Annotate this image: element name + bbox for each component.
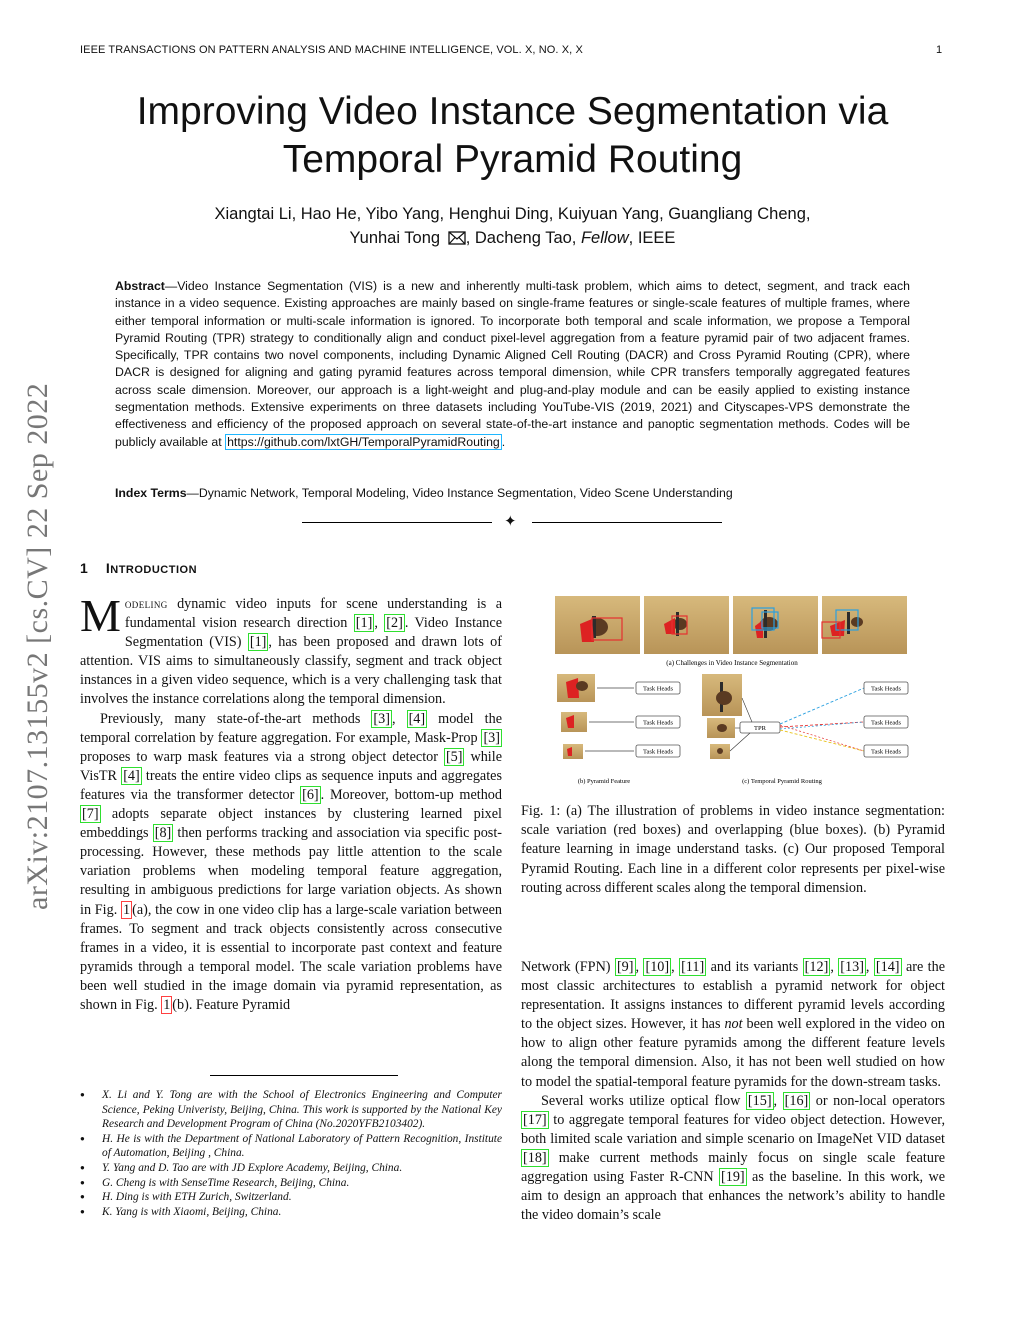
text-run: adopts separate object instances by clustering learned pixel embeddings xyxy=(80,806,502,842)
citation[interactable]: [2] xyxy=(386,615,403,632)
citation[interactable]: [19] xyxy=(721,1169,745,1186)
index-terms-text: —Dynamic Network, Temporal Modeling, Video Instance Segmentation, Video Scene Understanding xyxy=(186,486,733,500)
citation[interactable]: [17] xyxy=(523,1111,547,1128)
footnote-item: ● H. He is with the Department of National Laboratory of Pattern Recognition, Institute of Automation, Beijing , China. xyxy=(80,1132,502,1161)
authors-line-2-end: , IEEE xyxy=(628,229,676,247)
abstract-end: . xyxy=(501,434,506,449)
text-run: , xyxy=(374,615,385,632)
text-run: make current methods mainly focus on single scale feature aggregation using Faster R-CNN xyxy=(521,1149,945,1186)
figure-1-caption: Fig. 1: (a) The illustration of problems in video instance segmentation: scale variation (red boxes) and overlapping (blue boxes). (b) Pyramid feature learning in image understand tasks. (c) Our proposed Temporal Pyramid Routing. Each line in a different color represents per pixel-wise routing across different scales along the temporal dimension. xyxy=(521,803,945,896)
citation[interactable]: [6] xyxy=(302,786,319,803)
text-run: as the baseline. In this work, we aim to design an approach that enhances the network’s ability to handle the video domain’s scale xyxy=(521,1169,945,1224)
abstract xyxy=(115,278,910,451)
text-run: , xyxy=(830,959,839,975)
video-frames-row xyxy=(555,596,907,654)
text-run: proposes to warp mask features via a strong object detector xyxy=(80,748,444,765)
text-run: (b). Feature Pyramid xyxy=(172,996,291,1013)
arxiv-stamp: arXiv:2107.13155v2 [cs.CV] 22 Sep 2022 xyxy=(21,382,54,910)
text-run: Previously, many state-of-the-art methods xyxy=(100,710,372,727)
footnotes xyxy=(80,1088,502,1219)
citation[interactable]: [1] xyxy=(249,634,267,651)
right-paragraph-2 xyxy=(521,1092,945,1226)
footnote-rule xyxy=(210,1075,398,1076)
figure-ref[interactable]: 1 xyxy=(163,996,171,1013)
text-run: while VisTR xyxy=(80,748,502,784)
citation[interactable]: [12] xyxy=(804,959,829,975)
citation[interactable]: [8] xyxy=(154,825,172,842)
divider-right xyxy=(532,522,722,523)
temporal-pyramid-routing-panel xyxy=(702,674,908,759)
right-column xyxy=(521,958,945,1225)
abstract-label: Abstract xyxy=(115,279,165,293)
citation[interactable]: [1] xyxy=(355,615,373,632)
citation[interactable]: [7] xyxy=(82,806,99,823)
footnote-item: ● G. Cheng is with SenseTime Research, Beijing, China. xyxy=(80,1176,502,1191)
task-heads-label: Task Heads xyxy=(642,719,674,727)
author-tong: Yunhai Tong xyxy=(349,229,441,247)
authors-line-2-mid: , Dacheng Tao, xyxy=(465,229,581,247)
intro-paragraph-1 xyxy=(80,590,503,710)
footnote-item: ● Y. Yang and D. Tao are with JD Explore Academy, Beijing, China. xyxy=(80,1161,502,1176)
text-run: are the most classic architectures to establish a pyramid network for object representation. It assigns instances to different pyramid levels according to the object sizes. However, it has xyxy=(521,959,946,1033)
citation[interactable]: [4] xyxy=(408,710,426,727)
section-number: 1 xyxy=(80,560,89,576)
right-paragraph-1 xyxy=(521,958,945,1092)
tpr-label: TPR xyxy=(754,725,766,732)
emphasis: not xyxy=(724,1016,743,1033)
index-terms xyxy=(115,486,910,500)
text-run: , xyxy=(391,710,407,727)
divider-diamond-icon: ✦ xyxy=(504,514,517,530)
drop-cap-rest: odeling xyxy=(124,596,168,611)
task-heads-label: Task Heads xyxy=(870,719,902,727)
text-run: then performs tracking and association via specific post-processing. However, these methods pay little attention to the scale variation problems when modeling temporal feature aggregation, resulting in ambiguous predictions for large variation objects. As shown in Fig. xyxy=(80,825,502,918)
citation[interactable]: [10] xyxy=(645,959,670,975)
text-run: . Video Instance Segmentation (VIS) xyxy=(124,615,502,651)
text-run: . Moreover, bottom-up method xyxy=(320,786,502,803)
citation[interactable]: [9] xyxy=(616,959,634,975)
paper-title xyxy=(80,88,945,184)
figure-1 xyxy=(552,594,912,789)
code-link[interactable]: https://github.com/lxtGH/TemporalPyramidRouting xyxy=(227,434,500,449)
drop-cap: M xyxy=(80,590,121,641)
fellow-text: Fellow xyxy=(580,229,629,247)
index-terms-label: Index Terms xyxy=(115,486,187,500)
section-title-first: I xyxy=(105,560,111,576)
text-run: been well explored in the video on how to align other feature pyramids among the different feature levels along the temporal dimension. Also, it has not been well studied on how to model the spatial-temporal feature pyramids for the down-stream tasks. xyxy=(521,1016,945,1090)
citation[interactable]: [16] xyxy=(784,1092,809,1109)
citation[interactable]: [3] xyxy=(483,729,500,746)
text-run: to aggregate temporal features for video object detection. However, both limited scale variation and simple scenario on ImageNet VID dataset xyxy=(521,1111,945,1147)
text-run: treats the entire video clips as sequence inputs and aggregates features via the transformer detector xyxy=(80,767,502,803)
citation[interactable]: [5] xyxy=(445,748,463,765)
figure-label-b: (b) Pyramid Feature xyxy=(577,778,631,785)
abstract-text: —Video Instance Segmentation (VIS) is a new and inherently multi-task problem, which aims to detect, segment, and track each instance in a video sequence. Existing approaches are mainly based on single-frame features or single-scale features of multiple frames, where either temporal information or multi-scale information is ignored. To incorporate both temporal and scale information, we propose a Temporal Pyramid Routing (TPR) strategy to conditionally align and conduct pixel-level aggregation from a feature pyramid pair of two adjacent frames. Specifically, TPR contains two novel components, including Dynamic Aligned Cell Routing (DACR) and Cross Pyramid Routing (CPR), where DACR is designed for aligning and gating pyramid features across temporal dimension, while CPR transfers temporally aggregated features across scale dimension. Moreover, our approach is a light-weight and plug-and-play module and can be easily applied to existing instance segmentation methods. Extensive experiments on three datasets including YouTube-VIS (2019, 2021) and Cityscapes-VPS demonstrate the effectiveness and efficiency of the proposed approach on several state-of-the-art instance and panoptic segmentation methods. Codes will be publicly available at xyxy=(115,279,910,449)
citation[interactable]: [14] xyxy=(875,959,900,975)
running-header: IEEE TRANSACTIONS ON PATTERN ANALYSIS AND MACHINE INTELLIGENCE, VOL. X, NO. X, X xyxy=(80,44,583,56)
citation[interactable]: [13] xyxy=(840,959,864,975)
page-number: 1 xyxy=(936,44,943,56)
pyramid-feature-panel xyxy=(557,674,680,759)
figure-label-a: (a) Challenges in Video Instance Segmentation xyxy=(666,659,798,667)
divider-left xyxy=(302,522,492,523)
citation[interactable]: [4] xyxy=(123,767,140,784)
section-heading xyxy=(80,560,197,576)
task-heads-label: Task Heads xyxy=(870,748,902,756)
text-run: Several works utilize optical flow xyxy=(541,1092,746,1109)
citation[interactable]: [11] xyxy=(681,959,705,975)
text-run: , has been proposed and drawn lots of attention. VIS aims to simultaneously classify, segment and track object instances in a given video sequence, which is a very challenging task that involves the instance correlations along the temporal dimension. xyxy=(80,634,503,708)
figure-ref[interactable]: 1 xyxy=(123,901,131,918)
footnote-item: ● K. Yang is with Xiaomi, Beijing, China. xyxy=(80,1205,502,1220)
citation[interactable]: [18] xyxy=(523,1149,547,1166)
figure-label-c: (c) Temporal Pyramid Routing xyxy=(742,778,822,785)
footnote-item: ● H. Ding is with ETH Zurich, Switzerland. xyxy=(80,1190,502,1205)
text-run: and its variants xyxy=(706,959,803,975)
intro-paragraph-2 xyxy=(80,710,502,1016)
text-run: or non-local operators xyxy=(810,1092,946,1109)
task-heads-label: Task Heads xyxy=(642,748,674,756)
title-line-1: Improving Video Instance Segmentation via xyxy=(136,90,889,133)
title-line-2: Temporal Pyramid Routing xyxy=(282,138,743,181)
figure-1-graphic xyxy=(552,594,912,789)
citation[interactable]: [3] xyxy=(373,710,390,727)
text-run: dynamic video inputs for scene understanding is a fundamental vision research direction xyxy=(124,596,502,632)
text-run: Network (FPN) xyxy=(521,959,615,975)
left-column xyxy=(80,590,503,1015)
citation[interactable]: [15] xyxy=(747,1092,772,1109)
envelope-icon xyxy=(448,228,466,252)
text-run: , xyxy=(865,959,874,975)
section-title-rest: NTRODUCTION xyxy=(110,564,198,576)
task-heads-label: Task Heads xyxy=(870,685,902,693)
text-run: , xyxy=(635,959,644,975)
text-run: (a), the cow in one video clip has a large-scale variation between frames. To segment and track objects consistently across consecutive frames in a video, it is essential to incorporate past context and feature pyramids through a temporal model. The scale variation problems have been well studied in the image domain via pyramid representation, as shown in Fig. xyxy=(80,901,502,1013)
authors-line-2 xyxy=(80,226,945,252)
text-run: , xyxy=(671,959,680,975)
footnote-item: ● X. Li and Y. Tong are with the School of Electronics Engineering and Computer Science, Peking Univeristy, Beijing, China. This work is supported by the National Key Research and Development Program of China (No.2020YFB2103402). xyxy=(80,1088,502,1132)
author-list xyxy=(80,202,945,252)
authors-line-1: Xiangtai Li, Hao He, Yibo Yang, Henghui Ding, Kuiyuan Yang, Guangliang Cheng, xyxy=(214,205,811,223)
task-heads-label: Task Heads xyxy=(642,685,674,693)
text-run: , xyxy=(773,1092,783,1109)
text-run: model the temporal correlation by feature aggregation. For example, Mask-Prop xyxy=(80,710,503,746)
